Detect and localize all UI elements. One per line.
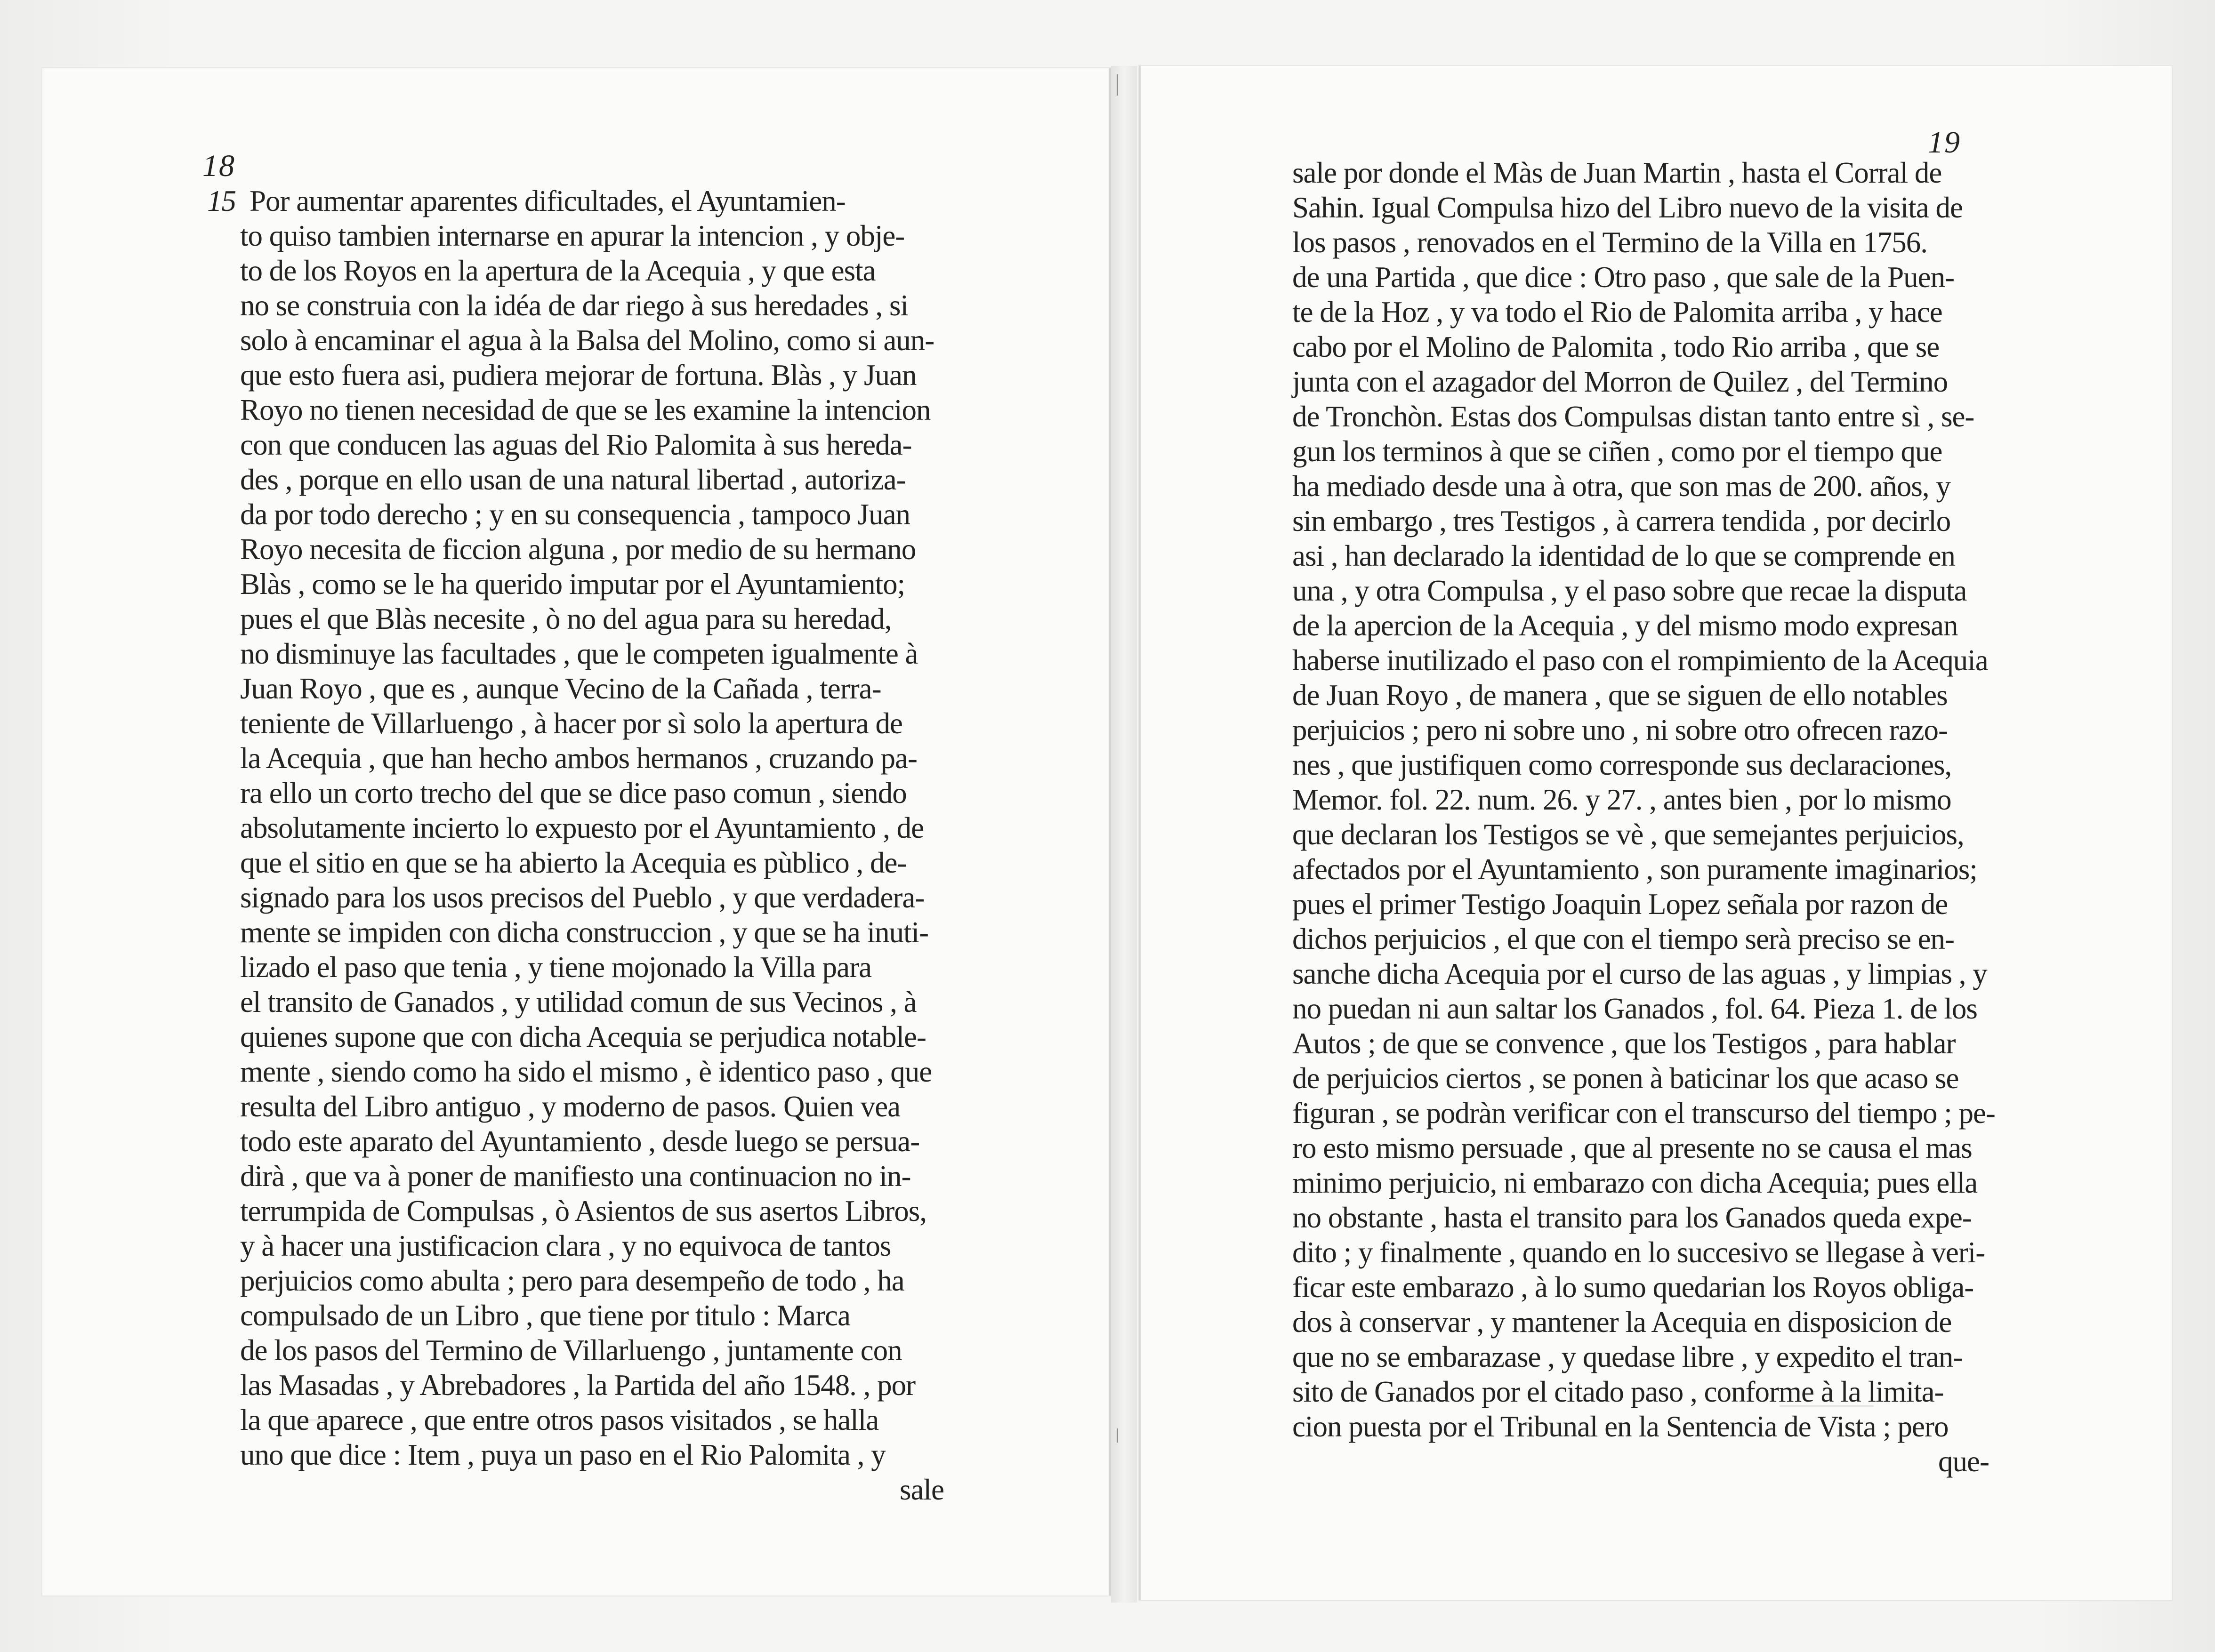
right-line-24: sanche dicha Acequia por el curso de las aguas , y limpias , y (1292, 957, 1987, 990)
right-line-2: Sahin. Igual Compulsa hizo del Libro nuevo de la visita de (1292, 191, 1963, 224)
right-line-14: de la apercion de la Acequia , y del mismo modo expresan (1292, 609, 1958, 642)
right-catchword: que- (1938, 1445, 1989, 1478)
left-line-26: mente , siendo como ha sido el mismo , è identico paso , que (240, 1055, 932, 1088)
left-line-16: teniente de Villarluengo , à hacer por sì solo la apertura de (240, 707, 902, 740)
right-page-number: 19 (1928, 125, 1961, 160)
left-line-1 (207, 184, 944, 218)
left-line-32: perjuicios como abulta ; pero para desempeño de todo , ha (240, 1264, 904, 1297)
right-line-23: dichos perjuicios , el que con el tiempo serà preciso se en- (1292, 922, 1955, 955)
left-line-31: y à hacer una justificacion clara , y no equivoca de tantos (240, 1229, 891, 1262)
right-line-4: de una Partida , que dice : Otro paso , que sale de la Puen- (1292, 261, 1955, 294)
right-line-15: haberse inutilizado el paso con el rompimiento de la Acequia (1292, 644, 1988, 677)
right-line-32: dito ; y finalmente , quando en lo succesivo se llegase à veri- (1292, 1236, 1985, 1269)
left-line-8: con que conducen las aguas del Rio Palomita à sus hereda- (240, 428, 912, 461)
right-line-31: no obstante , hasta el transito para los Ganados queda expe- (1292, 1201, 1972, 1234)
left-line-11: Royo necesita de ficcion alguna , por medio de su hermano (240, 533, 916, 566)
right-line-21: afectados por el Ayuntamiento , son puramente imaginarios; (1292, 853, 1977, 886)
right-line-34: dos à conservar , y mantener la Acequia en disposicion de (1292, 1306, 1952, 1339)
right-line-27: de perjuicios ciertos , se ponen à baticinar los que acaso se (1292, 1062, 1959, 1095)
book-gutter (1111, 66, 1137, 1603)
right-line-36: sito de Ganados por el citado paso , conforme à la limita- (1292, 1375, 1944, 1408)
left-line-20: que el sitio en que se ha abierto la Acequia es pùblico , de- (240, 846, 907, 879)
right-line-7: junta con el azagador del Morron de Quilez , del Termino (1292, 365, 1948, 398)
left-line-14: no disminuye las facultades , que le competen igualmente à (240, 637, 918, 670)
top-gutter-mark (1117, 74, 1118, 96)
right-line-37: cion puesta por el Tribunal en la Sentencia de Vista ; pero (1292, 1410, 1949, 1443)
left-line-28: todo este aparato del Ayuntamiento , desde luego se persua- (240, 1125, 920, 1158)
right-line-3: los pasos , renovados en el Termino de la Villa en 1756. (1292, 226, 1927, 259)
left-line-6: que esto fuera asi, pudiera mejorar de fortuna. Blàs , y Juan (240, 359, 917, 392)
left-line-18: ra ello un corto trecho del que se dice paso comun , siendo (240, 777, 907, 810)
left-line-36: la que aparece , que entre otros pasos visitados , se halla (240, 1403, 879, 1436)
left-line-10: da por todo derecho ; y en su consequencia , tampoco Juan (240, 498, 910, 531)
right-line-25: no puedan ni aun saltar los Ganados , fol. 64. Pieza 1. de los (1292, 992, 1977, 1025)
left-line-33: compulsado de un Libro , que tiene por titulo : Marca (240, 1299, 850, 1332)
left-page-text (207, 184, 944, 1507)
left-line-23: lizado el paso que tenia , y tiene mojonado la Villa para (240, 951, 872, 984)
left-catchword: sale (900, 1473, 944, 1506)
right-line-16: de Juan Royo , de manera , que se siguen de ello notables (1292, 679, 1948, 712)
right-line-12: asi , han declarado la identidad de lo que se comprende en (1292, 539, 1955, 572)
right-line-33: ficar este embarazo , à lo sumo quedarian los Royos obliga- (1292, 1271, 1974, 1304)
left-page-number: 18 (202, 149, 235, 183)
left-line-3: to de los Royos en la apertura de la Acequia , y que esta (240, 254, 876, 287)
left-line-5: solo à encaminar el agua à la Balsa del Molino, como si aun- (240, 324, 934, 357)
right-line-10: ha mediado desde una à otra, que son mas de 200. años, y (1292, 470, 1950, 503)
left-line-21: signado para los usos precisos del Pueblo , y que verdadera- (240, 881, 925, 914)
right-line-22: pues el primer Testigo Joaquin Lopez señala por razon de (1292, 888, 1948, 921)
left-line-19: absolutamente incierto lo expuesto por el Ayuntamiento , de (240, 811, 924, 844)
right-line-11: sin embargo , tres Testigos , à carrera tendida , por decirlo (1292, 505, 1951, 537)
right-line-8: de Tronchòn. Estas dos Compulsas distan tanto entre sì , se- (1292, 400, 1974, 433)
left-line-29: dirà , que va à poner de manifiesto una continuacion no in- (240, 1160, 911, 1193)
right-line-29: ro esto mismo persuade , que al presente no se causa el mas (1292, 1131, 1972, 1164)
left-line-25: quienes supone que con dicha Acequia se perjudica notable- (240, 1020, 926, 1053)
right-line-35: que no se embarazase , y quedase libre , y expedito el tran- (1292, 1340, 1963, 1373)
bottom-gutter-mark (1117, 1428, 1118, 1443)
left-line-7: Royo no tienen necesidad de que se les examine la intencion (240, 393, 931, 426)
left-line-15: Juan Royo , que es , aunque Vecino de la Cañada , terra- (240, 672, 881, 705)
right-line-19: Memor. fol. 22. num. 26. y 27. , antes bien , por lo mismo (1292, 783, 1951, 816)
left-line-30: terrumpida de Compulsas , ò Asientos de sus asertos Libros, (240, 1195, 927, 1227)
left-line-24: el transito de Ganados , y utilidad comun de sus Vecinos , à (240, 986, 917, 1018)
right-line-13: una , y otra Compulsa , y el paso sobre que recae la disputa (1292, 574, 1967, 607)
right-line-30: minimo perjuicio, ni embarazo con dicha Acequia; pues ella (1292, 1166, 1978, 1199)
right-line-1: sale por donde el Màs de Juan Martin , hasta el Corral de (1292, 156, 1942, 189)
right-line-18: nes , que justifiquen como corresponde sus declaraciones, (1292, 748, 1952, 781)
left-line-34: de los pasos del Termino de Villarluengo , juntamente con (240, 1334, 902, 1367)
left-line-13: pues el que Blàs necesite , ò no del agua para su heredad, (240, 602, 892, 635)
left-line-17: la Acequia , que han hecho ambos hermanos , cruzando pa- (240, 742, 917, 775)
right-line-17: perjuicios ; pero ni sobre uno , ni sobre otro ofrecen razo- (1292, 714, 1948, 746)
right-line-26: Autos ; de que se convence , que los Testigos , para hablar (1292, 1027, 1956, 1060)
left-line-2: to quiso tambien internarse en apurar la intencion , y obje- (240, 219, 905, 252)
right-line-5: te de la Hoz , y va todo el Rio de Palomita arriba , y hace (1292, 296, 1942, 329)
right-page-text (1292, 155, 1995, 1479)
right-line-6: cabo por el Molino de Palomita , todo Rio arriba , que se (1292, 330, 1940, 363)
left-line-1-text: Por aumentar aparentes dificultades, el Ayuntamien- (250, 184, 846, 217)
paragraph-number: 15 (207, 184, 236, 217)
right-line-20: que declaran los Testigos se vè , que semejantes perjuicios, (1292, 818, 1964, 851)
left-line-4: no se construia con la idéa de dar riego à sus heredades , si (240, 289, 908, 322)
left-line-22: mente se impiden con dicha construccion , y que se ha inuti- (240, 916, 929, 949)
right-line-28: figuran , se podràn verificar con el transcurso del tiempo ; pe- (1292, 1097, 1995, 1130)
left-line-37: uno que dice : Item , puya un paso en el Rio Palomita , y (240, 1438, 886, 1471)
left-line-27: resulta del Libro antiguo , y moderno de pasos. Quien vea (240, 1090, 901, 1123)
left-line-35: las Masadas , y Abrebadores , la Partida del año 1548. , por (240, 1369, 916, 1402)
left-line-9: des , porque en ello usan de una natural libertad , autoriza- (240, 463, 906, 496)
left-line-12: Blàs , como se le ha querido imputar por el Ayuntamiento; (240, 568, 905, 601)
right-line-9: gun los terminos à que se ciñen , como por el tiempo que (1292, 435, 1942, 468)
